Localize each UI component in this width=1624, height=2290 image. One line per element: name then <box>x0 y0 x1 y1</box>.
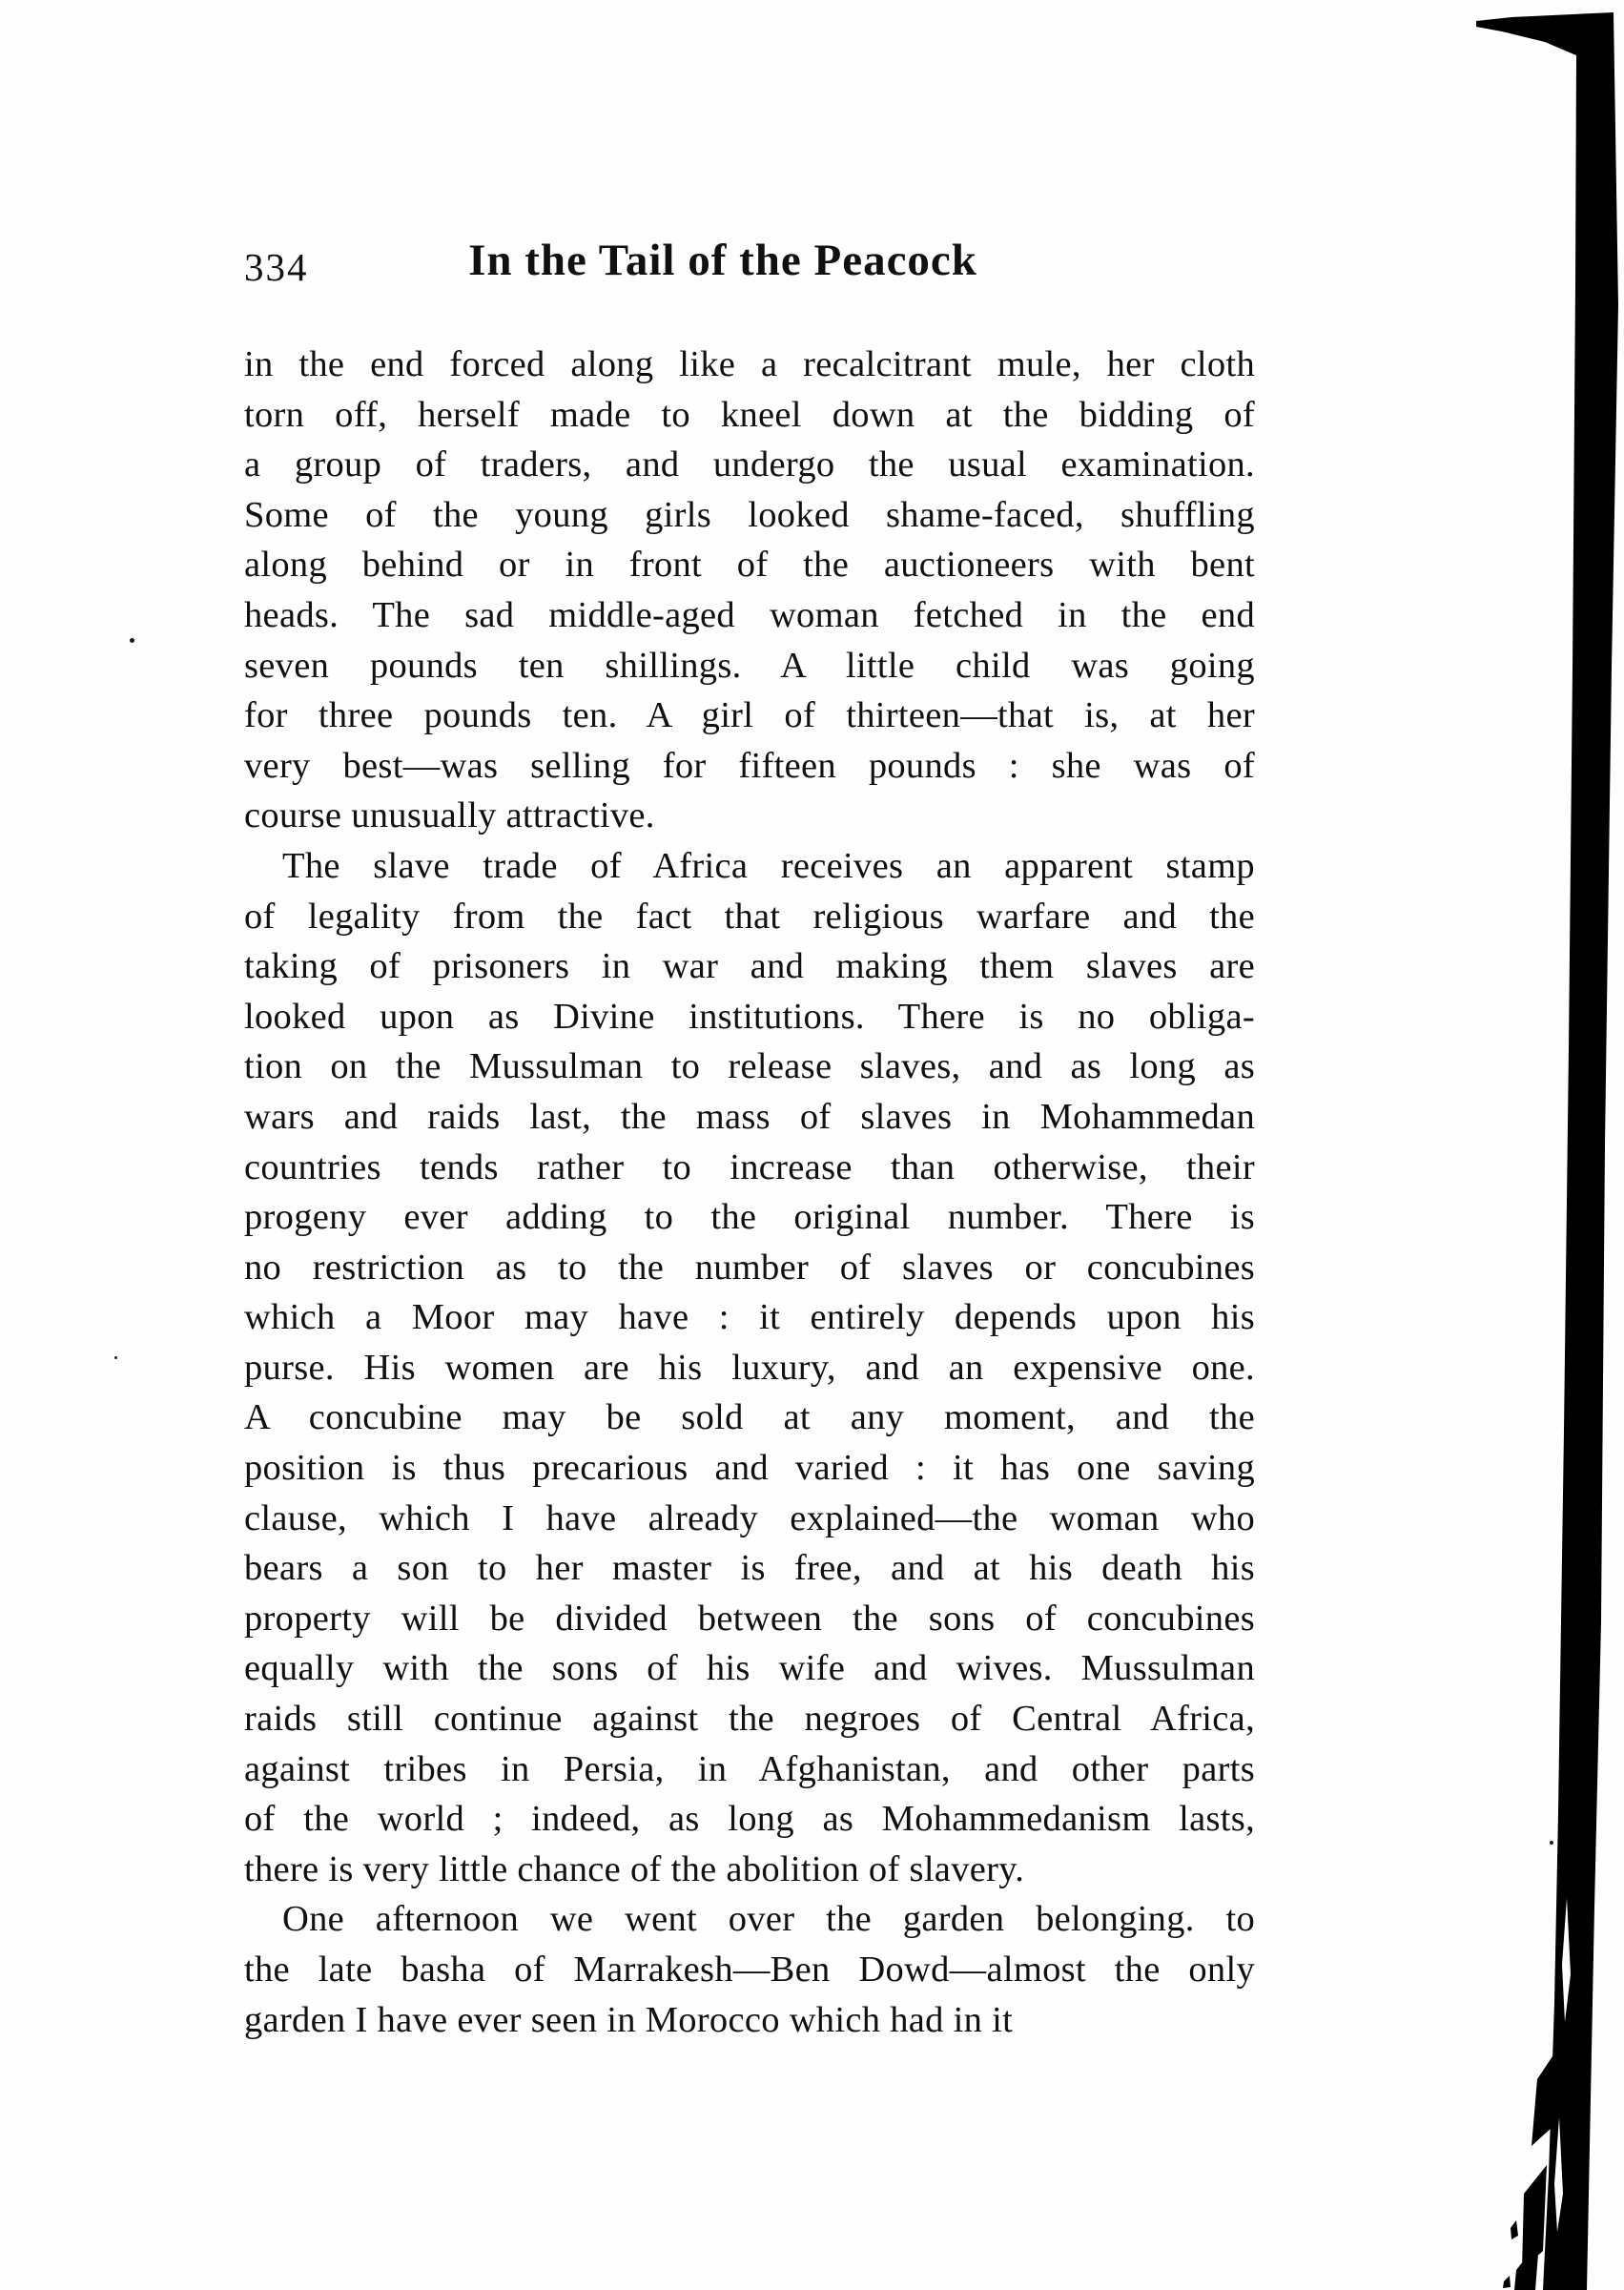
text-line: The slave trade of Africa receives an apparent stamp <box>282 845 1255 886</box>
text-line: course unusually attractive. <box>244 795 655 836</box>
text-line: property will be divided between the sons of concubines <box>244 1598 1255 1639</box>
text-line: garden I have ever seen in Morocco which had in it <box>244 1999 1014 2040</box>
text-line: the late basha of Marrakesh—Ben Dowd—almost the only <box>244 1950 1255 1990</box>
text-line: heads. The sad middle-aged woman fetched in the end <box>244 594 1255 635</box>
text-line: a group of traders, and undergo the usual examination. <box>244 444 1255 485</box>
text-line: of the world ; indeed, as long as Mohammedanism lasts, <box>244 1799 1255 1840</box>
page-number: 334 <box>244 245 309 289</box>
text-line: taking of prisoners in war and making them slaves are <box>244 946 1255 987</box>
paragraph <box>244 1894 1255 2045</box>
text-line: against tribes in Persia, in Afghanistan, and other parts <box>244 1748 1255 1789</box>
text-line: equally with the sons of his wife and wives. Mussulman <box>244 1648 1255 1689</box>
paragraph <box>244 841 1255 1894</box>
scan-speck <box>1550 1841 1553 1845</box>
text-line: no restriction as to the number of slaves or concubines <box>244 1247 1255 1288</box>
text-line: along behind or in front of the auctioneers with bent <box>244 545 1255 586</box>
text-line: of legality from the fact that religious warfare and the <box>244 896 1255 937</box>
text-line: clause, which I have already explained—the woman who <box>244 1497 1255 1538</box>
page-title: In the Tail of the Peacock <box>468 236 977 285</box>
text-line: very best—was selling for fifteen pounds : she was of <box>244 745 1255 786</box>
text-line: there is very little chance of the abolition of slavery. <box>244 1848 1025 1889</box>
text-line: progeny ever adding to the original number. There is <box>244 1197 1255 1238</box>
page-body <box>244 340 1255 2045</box>
text-line: seven pounds ten shillings. A little child was going <box>244 645 1255 686</box>
scan-speck <box>130 638 134 643</box>
text-line: One afternoon we went over the garden belonging. to <box>282 1899 1255 1940</box>
scan-speck <box>114 1356 117 1359</box>
text-line: which a Moor may have : it entirely depends upon his <box>244 1297 1255 1338</box>
text-line: bears a son to her master is free, and at his death his <box>244 1548 1255 1589</box>
text-line: tion on the Mussulman to release slaves, and as long as <box>244 1046 1255 1087</box>
text-line: A concubine may be sold at any moment, and the <box>244 1397 1255 1438</box>
text-line: countries tends rather to increase than otherwise, their <box>244 1146 1255 1187</box>
paragraph <box>244 340 1255 841</box>
text-block <box>244 235 1255 2045</box>
text-line: torn off, herself made to kneel down at the bidding of <box>244 394 1255 435</box>
page-header <box>244 235 1255 290</box>
text-line: looked upon as Divine institutions. There is no obliga- <box>244 996 1255 1037</box>
text-line: in the end forced along like a recalcitrant mule, her cloth <box>244 344 1255 384</box>
text-line: wars and raids last, the mass of slaves in Mohammedan <box>244 1096 1255 1137</box>
text-line: for three pounds ten. A girl of thirteen—that is, at her <box>244 695 1255 736</box>
text-line: Some of the young girls looked shame-faced, shuffling <box>244 494 1255 535</box>
text-line: raids still continue against the negroes of Central Africa, <box>244 1699 1255 1740</box>
text-line: position is thus precarious and varied : it has one saving <box>244 1448 1255 1489</box>
text-line: purse. His women are his luxury, and an expensive one. <box>244 1347 1255 1388</box>
